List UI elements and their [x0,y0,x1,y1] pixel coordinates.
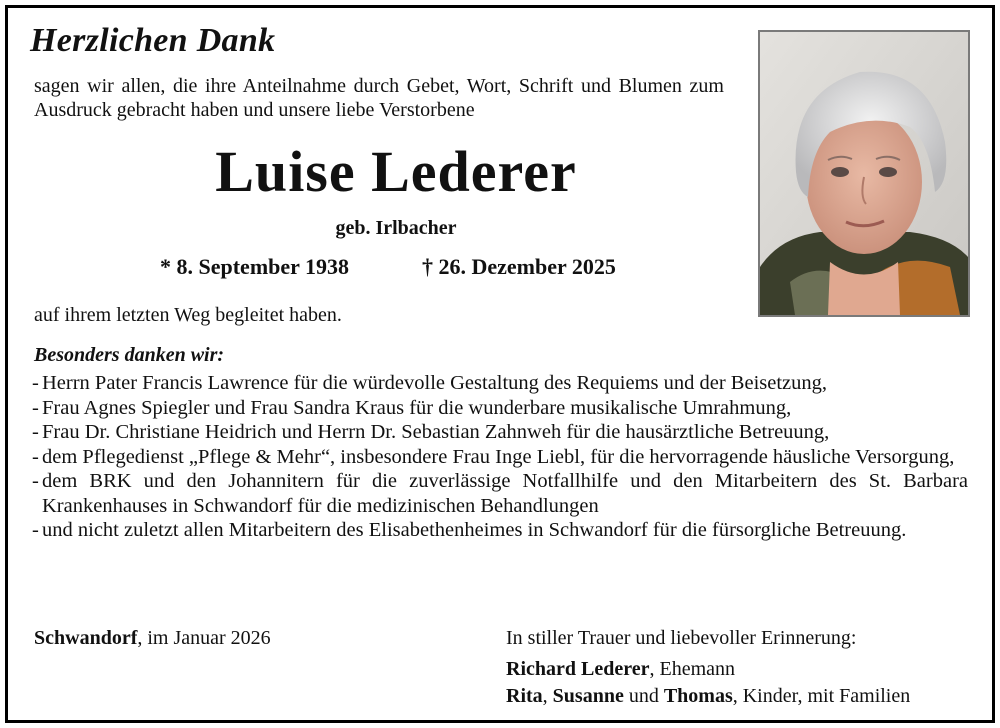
signer-role: , Kinder, mit Familien [732,685,911,707]
signer-separator: und [623,685,664,707]
intro-text: sagen wir allen, die ihre Anteilnahme durch Gebet, Wort, Schrift und Blumen zum Ausdruck gebracht haben und unsere liebe Verstorbene [34,75,724,121]
notice-date: , im Januar 2026 [137,627,271,649]
thanks-item: - dem BRK und den Johannitern für die zuverlässige Notfallhilfe und den Mitarbeitern des St. Barbara Krankenhauses in Schwandorf für die medizinischen Behandlungen [32,469,968,518]
place-date [34,627,271,650]
mourning-line: In stiller Trauer und liebevoller Erinnerung: [506,627,857,649]
signer-name: Susanne [552,685,624,707]
notice-heading: Herzlichen Dank [30,22,276,59]
signer-name: Thomas [663,685,733,707]
portrait-photo [758,30,970,317]
thanks-list [32,371,968,543]
birth-date: * 8. September 1938 [160,254,350,279]
signer-role: , Ehemann [649,658,736,680]
thanks-item: - Herrn Pater Francis Lawrence für die würdevolle Gestaltung des Requiems und der Beisetzung, [32,371,968,396]
thanks-item: - und nicht zuletzt allen Mitarbeitern des Elisabethenheimes in Schwandorf für die fürsorgliche Betreuung. [32,518,968,543]
thanks-item: - Frau Dr. Christiane Heidrich und Herrn Dr. Sebastian Zahnweh für die hausärztliche Betreuung, [32,420,968,445]
place-name: Schwandorf [34,627,138,649]
thanks-item: - dem Pflegedienst „Pflege & Mehr“, insbesondere Frau Inge Liebl, für die hervorragende häusliche Versorgung, [32,445,968,470]
deceased-name: Luise Lederer [215,139,577,204]
signer-spouse [506,658,735,681]
thanks-item: - Frau Agnes Spiegler und Frau Sandra Kraus für die wunderbare musikalische Umrahmung, [32,396,968,421]
signer-name: Richard Lederer [506,658,650,680]
death-date: † 26. Dezember 2025 [422,254,616,279]
maiden-name: geb. Irlbacher [335,217,457,239]
signer-children [506,685,910,708]
signer-separator: , [542,685,553,707]
signer-name: Rita [506,685,543,707]
closing-text: auf ihrem letzten Weg begleitet haben. [34,304,342,326]
thanks-heading: Besonders danken wir: [34,344,225,366]
